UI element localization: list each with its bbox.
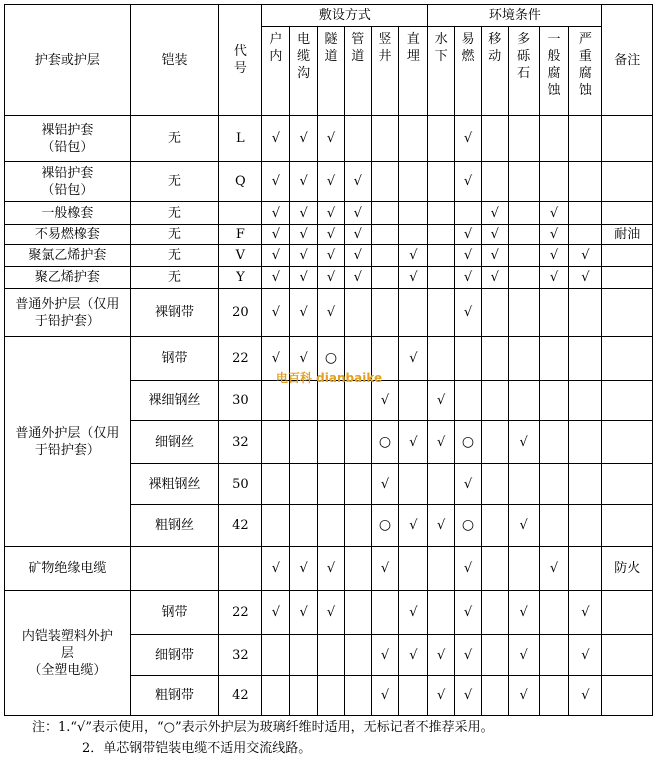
subheader-8: 移 动 xyxy=(481,27,508,116)
check-mark: √ xyxy=(290,267,318,289)
check-mark: √ xyxy=(455,116,482,162)
empty-cell xyxy=(428,267,455,289)
check-mark: √ xyxy=(455,225,482,245)
empty-cell xyxy=(290,464,318,505)
circle-mark: ○ xyxy=(455,421,482,464)
check-mark: √ xyxy=(455,162,482,202)
check-mark: √ xyxy=(428,505,455,547)
check-mark: √ xyxy=(569,267,602,289)
empty-cell xyxy=(539,676,569,716)
sheath-cell: 普通外护层（仅用 于铅护套） xyxy=(5,289,131,337)
armor-cell: 钢带 xyxy=(130,591,219,635)
empty-cell xyxy=(371,245,399,267)
empty-cell xyxy=(508,225,539,245)
subheader-4: 竖 井 xyxy=(371,27,399,116)
remark-cell xyxy=(602,381,653,421)
empty-cell xyxy=(481,547,508,591)
check-mark: √ xyxy=(344,267,371,289)
check-mark: √ xyxy=(399,245,428,267)
empty-cell xyxy=(399,547,428,591)
check-mark: √ xyxy=(455,635,482,676)
empty-cell xyxy=(428,162,455,202)
code-cell: 42 xyxy=(219,676,262,716)
check-mark: √ xyxy=(539,202,569,225)
empty-cell xyxy=(569,381,602,421)
empty-cell xyxy=(569,116,602,162)
armor-cell: 无 xyxy=(130,225,219,245)
watermark: 电百科 dianbaike xyxy=(276,371,383,385)
armor-cell: 钢带 xyxy=(130,337,219,381)
empty-cell xyxy=(371,202,399,225)
check-mark: √ xyxy=(371,547,399,591)
armor-cell: 裸细钢丝 xyxy=(130,381,219,421)
empty-cell xyxy=(371,116,399,162)
armor-cell xyxy=(130,547,219,591)
cable-selection-sheet xyxy=(4,4,653,716)
empty-cell xyxy=(539,464,569,505)
check-mark: √ xyxy=(371,676,399,716)
check-mark: √ xyxy=(262,162,290,202)
armor-cell: 裸粗钢丝 xyxy=(130,464,219,505)
empty-cell xyxy=(344,505,371,547)
empty-cell xyxy=(428,245,455,267)
check-mark: √ xyxy=(290,116,318,162)
subheader-3: 管 道 xyxy=(344,27,371,116)
armor-cell: 无 xyxy=(130,245,219,267)
empty-cell xyxy=(318,464,345,505)
table-notes xyxy=(32,717,494,759)
empty-cell xyxy=(569,421,602,464)
check-mark: √ xyxy=(344,225,371,245)
empty-cell xyxy=(290,635,318,676)
empty-cell xyxy=(539,505,569,547)
code-cell: 20 xyxy=(219,289,262,337)
remark-cell xyxy=(602,337,653,381)
check-mark: √ xyxy=(399,421,428,464)
check-mark: √ xyxy=(455,547,482,591)
empty-cell xyxy=(318,381,345,421)
armor-cell: 粗钢带 xyxy=(130,676,219,716)
empty-cell xyxy=(508,162,539,202)
check-mark: √ xyxy=(508,421,539,464)
remark-cell xyxy=(602,267,653,289)
empty-cell xyxy=(508,381,539,421)
empty-cell xyxy=(455,202,482,225)
subheader-11: 严 重 腐 蚀 xyxy=(569,27,602,116)
empty-cell xyxy=(508,267,539,289)
empty-cell xyxy=(371,289,399,337)
header-laying-method: 敷设方式 xyxy=(262,5,428,27)
armor-cell: 无 xyxy=(130,202,219,225)
empty-cell xyxy=(344,464,371,505)
empty-cell xyxy=(318,421,345,464)
remark-cell xyxy=(602,162,653,202)
check-mark: √ xyxy=(508,635,539,676)
empty-cell xyxy=(481,635,508,676)
table-row xyxy=(5,162,653,202)
check-mark: √ xyxy=(481,267,508,289)
empty-cell xyxy=(318,676,345,716)
empty-cell xyxy=(569,289,602,337)
check-mark: √ xyxy=(318,202,345,225)
empty-cell xyxy=(539,116,569,162)
empty-cell xyxy=(318,505,345,547)
empty-cell xyxy=(481,591,508,635)
empty-cell xyxy=(344,289,371,337)
circle-mark: ○ xyxy=(371,505,399,547)
sheath-cell: 聚乙烯护套 xyxy=(5,267,131,289)
empty-cell xyxy=(569,547,602,591)
check-mark: √ xyxy=(262,116,290,162)
code-cell: Q xyxy=(219,162,262,202)
empty-cell xyxy=(262,676,290,716)
table-row xyxy=(5,267,653,289)
empty-cell xyxy=(262,421,290,464)
empty-cell xyxy=(428,225,455,245)
check-mark: √ xyxy=(569,591,602,635)
empty-cell xyxy=(428,464,455,505)
sheath-cell: 普通外护层（仅用 于铅护套） xyxy=(5,337,131,547)
empty-cell xyxy=(399,289,428,337)
check-mark: √ xyxy=(399,505,428,547)
remark-cell xyxy=(602,676,653,716)
empty-cell xyxy=(539,421,569,464)
check-mark: √ xyxy=(371,381,399,421)
empty-cell xyxy=(290,505,318,547)
check-mark: √ xyxy=(455,267,482,289)
sheath-cell: 矿物绝缘电缆 xyxy=(5,547,131,591)
check-mark: √ xyxy=(318,245,345,267)
empty-cell xyxy=(481,505,508,547)
armor-cell: 粗钢丝 xyxy=(130,505,219,547)
armor-cell: 无 xyxy=(130,162,219,202)
header-armor: 铠装 xyxy=(130,5,219,116)
code-cell: 32 xyxy=(219,635,262,676)
check-mark: √ xyxy=(262,225,290,245)
empty-cell xyxy=(481,162,508,202)
empty-cell xyxy=(371,267,399,289)
table-row xyxy=(5,289,653,337)
empty-cell xyxy=(508,289,539,337)
remark-cell xyxy=(602,421,653,464)
empty-cell xyxy=(481,676,508,716)
check-mark: √ xyxy=(262,245,290,267)
cable-sheath-table xyxy=(4,4,653,716)
table-row xyxy=(5,547,653,591)
check-mark: √ xyxy=(290,245,318,267)
check-mark: √ xyxy=(290,202,318,225)
check-mark: √ xyxy=(569,245,602,267)
empty-cell xyxy=(399,202,428,225)
empty-cell xyxy=(569,162,602,202)
empty-cell xyxy=(428,202,455,225)
header-remark: 备注 xyxy=(602,5,653,116)
armor-cell: 无 xyxy=(130,116,219,162)
header-sheath: 护套或护层 xyxy=(5,5,131,116)
circle-mark: ○ xyxy=(455,505,482,547)
check-mark: √ xyxy=(399,635,428,676)
subheader-6: 水 下 xyxy=(428,27,455,116)
table-row xyxy=(5,225,653,245)
empty-cell xyxy=(399,676,428,716)
subheader-2: 隧 道 xyxy=(318,27,345,116)
check-mark: √ xyxy=(262,547,290,591)
code-cell: 22 xyxy=(219,591,262,635)
remark-cell xyxy=(602,202,653,225)
empty-cell xyxy=(428,116,455,162)
check-mark: √ xyxy=(428,676,455,716)
empty-cell xyxy=(481,381,508,421)
check-mark: √ xyxy=(569,635,602,676)
check-mark: √ xyxy=(344,162,371,202)
subheader-0: 户 内 xyxy=(262,27,290,116)
subheader-9: 多 砾 石 xyxy=(508,27,539,116)
check-mark: √ xyxy=(318,289,345,337)
empty-cell xyxy=(399,225,428,245)
code-cell: 42 xyxy=(219,505,262,547)
check-mark: √ xyxy=(290,547,318,591)
subheader-7: 易 燃 xyxy=(455,27,482,116)
code-cell xyxy=(219,202,262,225)
empty-cell xyxy=(539,289,569,337)
remark-cell xyxy=(602,591,653,635)
empty-cell xyxy=(262,635,290,676)
subheader-1: 电 缆 沟 xyxy=(290,27,318,116)
check-mark: √ xyxy=(481,202,508,225)
empty-cell xyxy=(344,635,371,676)
check-mark: √ xyxy=(428,381,455,421)
empty-cell xyxy=(344,116,371,162)
check-mark: √ xyxy=(262,591,290,635)
empty-cell xyxy=(539,591,569,635)
empty-cell xyxy=(262,381,290,421)
check-mark: √ xyxy=(508,505,539,547)
sheath-cell: 裸铅护套 （铅包） xyxy=(5,162,131,202)
check-mark: √ xyxy=(481,245,508,267)
check-mark: √ xyxy=(371,464,399,505)
circle-mark: ○ xyxy=(371,421,399,464)
code-cell xyxy=(219,547,262,591)
code-cell: 22 xyxy=(219,337,262,381)
code-cell: Y xyxy=(219,267,262,289)
check-mark: √ xyxy=(539,547,569,591)
check-mark: √ xyxy=(569,676,602,716)
check-mark: √ xyxy=(318,116,345,162)
check-mark: √ xyxy=(318,267,345,289)
sheath-cell: 内铠装塑料外护 层 （全塑电缆） xyxy=(5,591,131,716)
empty-cell xyxy=(569,225,602,245)
empty-cell xyxy=(481,337,508,381)
empty-cell xyxy=(428,591,455,635)
check-mark: √ xyxy=(399,337,428,381)
empty-cell xyxy=(508,245,539,267)
check-mark: √ xyxy=(344,202,371,225)
empty-cell xyxy=(508,464,539,505)
empty-cell xyxy=(344,547,371,591)
remark-cell xyxy=(602,635,653,676)
check-mark: √ xyxy=(539,267,569,289)
circle-mark: ○ xyxy=(318,337,345,381)
empty-cell xyxy=(262,505,290,547)
empty-cell xyxy=(508,547,539,591)
check-mark: √ xyxy=(318,591,345,635)
check-mark: √ xyxy=(262,337,290,381)
empty-cell xyxy=(455,381,482,421)
check-mark: √ xyxy=(399,591,428,635)
code-cell: F xyxy=(219,225,262,245)
empty-cell xyxy=(262,464,290,505)
check-mark: √ xyxy=(318,225,345,245)
header-environment: 环境条件 xyxy=(428,5,602,27)
empty-cell xyxy=(539,381,569,421)
check-mark: √ xyxy=(318,162,345,202)
empty-cell xyxy=(344,591,371,635)
check-mark: √ xyxy=(539,225,569,245)
empty-cell xyxy=(371,225,399,245)
empty-cell xyxy=(290,381,318,421)
check-mark: √ xyxy=(428,635,455,676)
empty-cell xyxy=(344,676,371,716)
empty-cell xyxy=(428,547,455,591)
code-cell: 32 xyxy=(219,421,262,464)
empty-cell xyxy=(481,116,508,162)
check-mark: √ xyxy=(262,202,290,225)
empty-cell xyxy=(371,162,399,202)
table-row xyxy=(5,245,653,267)
check-mark: √ xyxy=(290,337,318,381)
empty-cell xyxy=(481,289,508,337)
armor-cell: 裸钢带 xyxy=(130,289,219,337)
check-mark: √ xyxy=(508,676,539,716)
empty-cell xyxy=(569,337,602,381)
check-mark: √ xyxy=(290,289,318,337)
armor-cell: 细钢丝 xyxy=(130,421,219,464)
remark-cell: 耐油 xyxy=(602,225,653,245)
table-row xyxy=(5,116,653,162)
remark-cell xyxy=(602,464,653,505)
empty-cell xyxy=(399,464,428,505)
check-mark: √ xyxy=(455,464,482,505)
empty-cell xyxy=(399,162,428,202)
empty-cell xyxy=(508,202,539,225)
remark-cell xyxy=(602,505,653,547)
check-mark: √ xyxy=(262,289,290,337)
empty-cell xyxy=(344,421,371,464)
remark-cell xyxy=(602,245,653,267)
code-cell: L xyxy=(219,116,262,162)
armor-cell: 细钢带 xyxy=(130,635,219,676)
subheader-5: 直 埋 xyxy=(399,27,428,116)
check-mark: √ xyxy=(318,547,345,591)
remark-cell xyxy=(602,289,653,337)
table-row xyxy=(5,202,653,225)
empty-cell xyxy=(508,337,539,381)
code-cell: 50 xyxy=(219,464,262,505)
empty-cell xyxy=(399,116,428,162)
sheath-cell: 聚氯乙烯护套 xyxy=(5,245,131,267)
check-mark: √ xyxy=(428,421,455,464)
table-row xyxy=(5,591,653,635)
empty-cell xyxy=(290,676,318,716)
empty-cell xyxy=(508,116,539,162)
note-1: 注：1.“√”表示使用，“○”表示外护层为玻璃纤维时适用，无标记者不推荐采用。 xyxy=(32,720,494,735)
empty-cell xyxy=(290,421,318,464)
armor-cell: 无 xyxy=(130,267,219,289)
code-cell: 30 xyxy=(219,381,262,421)
sheath-cell: 一般橡套 xyxy=(5,202,131,225)
check-mark: √ xyxy=(455,676,482,716)
check-mark: √ xyxy=(262,267,290,289)
sheath-cell: 不易燃橡套 xyxy=(5,225,131,245)
empty-cell xyxy=(481,421,508,464)
empty-cell xyxy=(539,635,569,676)
check-mark: √ xyxy=(399,267,428,289)
check-mark: √ xyxy=(508,591,539,635)
check-mark: √ xyxy=(290,225,318,245)
check-mark: √ xyxy=(539,245,569,267)
note-2: 2．单芯钢带铠装电缆不适用交流线路。 xyxy=(82,741,312,756)
check-mark: √ xyxy=(344,245,371,267)
subheader-10: 一 般 腐 蚀 xyxy=(539,27,569,116)
empty-cell xyxy=(428,289,455,337)
empty-cell xyxy=(344,381,371,421)
code-cell: V xyxy=(219,245,262,267)
check-mark: √ xyxy=(455,591,482,635)
check-mark: √ xyxy=(455,245,482,267)
check-mark: √ xyxy=(481,225,508,245)
empty-cell xyxy=(371,591,399,635)
sheath-cell: 裸铝护套 （铅包） xyxy=(5,116,131,162)
remark-cell xyxy=(602,116,653,162)
empty-cell xyxy=(318,635,345,676)
check-mark: √ xyxy=(290,162,318,202)
empty-cell xyxy=(481,464,508,505)
remark-cell: 防火 xyxy=(602,547,653,591)
empty-cell xyxy=(428,337,455,381)
header-code: 代 号 xyxy=(219,5,262,116)
empty-cell xyxy=(399,381,428,421)
empty-cell xyxy=(569,505,602,547)
empty-cell xyxy=(569,202,602,225)
empty-cell xyxy=(539,162,569,202)
empty-cell xyxy=(569,464,602,505)
check-mark: √ xyxy=(290,591,318,635)
empty-cell xyxy=(455,337,482,381)
check-mark: √ xyxy=(455,289,482,337)
empty-cell xyxy=(539,337,569,381)
check-mark: √ xyxy=(371,635,399,676)
